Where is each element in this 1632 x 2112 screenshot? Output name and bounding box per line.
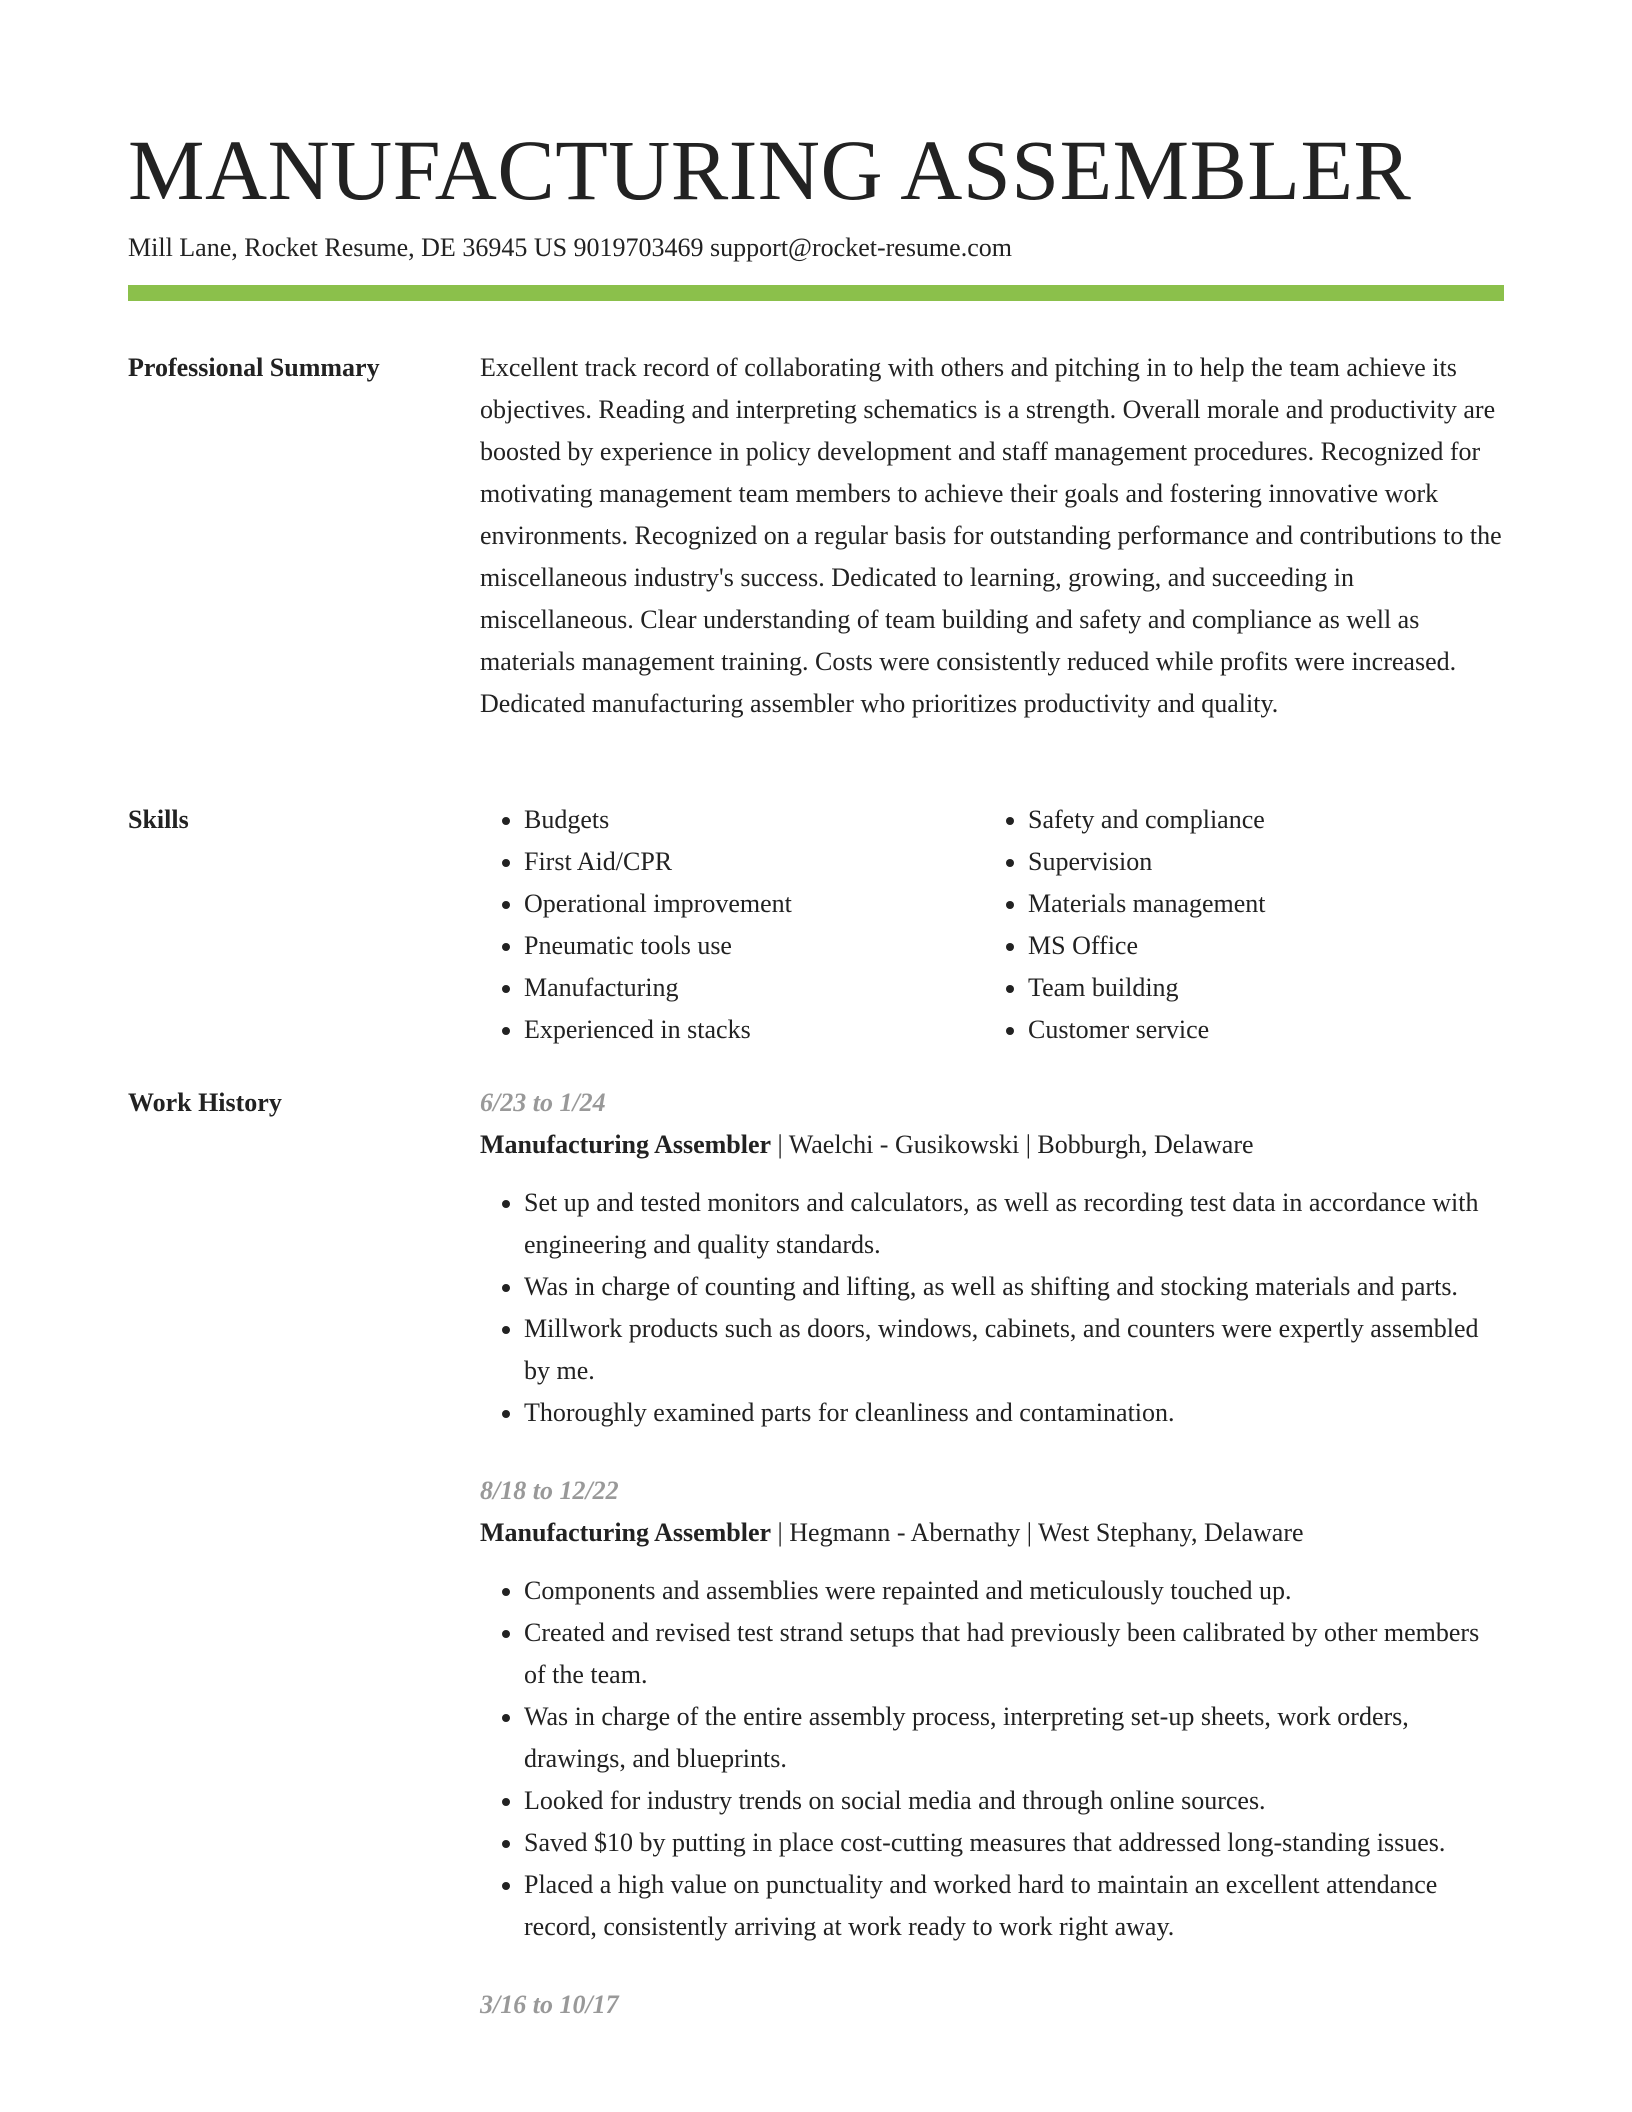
skill-item: • First Aid/CPR [524, 841, 984, 883]
skill-item: • Operational improvement [524, 883, 984, 925]
summary-label: Professional Summary [128, 353, 380, 382]
job-bullet: • Set up and tested monitors and calculators, as well as recording test data in accordance with engineering and quality standards. [524, 1182, 1504, 1266]
job-bullet: • Thoroughly examined parts for cleanliness and contamination. [524, 1392, 1504, 1434]
skill-item: • Budgets [524, 799, 984, 841]
job-bullets [480, 1182, 1504, 1434]
job-entry [480, 1984, 1504, 2026]
job-bullet: • Placed a high value on punctuality and worked hard to maintain an excellent attendance record, consistently arriving at work ready to work right away. [524, 1864, 1504, 1948]
job-title: Manufacturing Assembler [480, 1518, 772, 1547]
skills-list-right [984, 799, 1488, 1051]
skill-item: • Pneumatic tools use [524, 925, 984, 967]
skill-item: • Supervision [1028, 841, 1488, 883]
job-details: | Waelchi - Gusikowski | Bobburgh, Delaware [771, 1130, 1254, 1159]
skill-item: • Experienced in stacks [524, 1009, 984, 1051]
skills-columns [480, 799, 1504, 1051]
job-bullet: • Millwork products such as doors, windows, cabinets, and counters were expertly assembled by me. [524, 1308, 1504, 1392]
job-bullet: • Was in charge of counting and lifting, as well as shifting and stocking materials and parts. [524, 1266, 1504, 1308]
job-bullet: • Saved $10 by putting in place cost-cutting measures that addressed long-standing issues. [524, 1822, 1504, 1864]
skill-item: • Team building [1028, 967, 1488, 1009]
skill-item: • Customer service [1028, 1009, 1488, 1051]
job-heading [480, 1512, 1504, 1554]
job-title: Manufacturing Assembler [480, 1130, 772, 1159]
job-dates: 8/18 to 12/22 [480, 1476, 619, 1505]
skill-item: • MS Office [1028, 925, 1488, 967]
skills-body [480, 799, 1504, 1051]
summary-body [480, 347, 1504, 725]
job-entry [480, 1470, 1504, 1948]
summary-section [128, 347, 1504, 767]
job-dates: 6/23 to 1/24 [480, 1088, 606, 1117]
job-bullet: • Was in charge of the entire assembly process, interpreting set-up sheets, work orders, drawings, and blueprints. [524, 1696, 1504, 1780]
resume-title: MANUFACTURING ASSEMBLER [128, 122, 1412, 218]
summary-text: Excellent track record of collaborating with others and pitching in to help the team achieve its objectives. Reading and interpreting schematics is a strength. Overall morale and productivity are boosted by experience in policy development and staff management procedures. Recognized for motivating management team members to achieve their goals and fostering innovative work environments. Recognized on a regular basis for outstanding performance and contributions to the miscellaneous industry's success. Dedicated to learning, growing, and succeeding in miscellaneous. Clear understanding of team building and safety and compliance as well as materials management training. Costs were consistently reduced while profits were increased. Dedicated manufacturing assembler who prioritizes productivity and quality. [480, 353, 1502, 718]
work-history-label: Work History [128, 1088, 282, 1117]
skills-label: Skills [128, 805, 189, 834]
work-history-section [128, 1082, 1504, 2112]
skills-list-left [480, 799, 984, 1051]
skills-section [128, 799, 1504, 1059]
skill-item: • Manufacturing [524, 967, 984, 1009]
contact-line: Mill Lane, Rocket Resume, DE 36945 US 9019703469 support@rocket-resume.com [128, 233, 1012, 262]
accent-divider [128, 285, 1504, 301]
work-history-body [480, 1082, 1504, 2062]
job-entry [480, 1082, 1504, 1434]
skill-item: • Materials management [1028, 883, 1488, 925]
job-bullet: • Created and revised test strand setups that had previously been calibrated by other members of the team. [524, 1612, 1504, 1696]
job-dates: 3/16 to 10/17 [480, 1990, 619, 2019]
job-bullet: • Components and assemblies were repainted and meticulously touched up. [524, 1570, 1504, 1612]
job-bullet: • Looked for industry trends on social media and through online sources. [524, 1780, 1504, 1822]
job-bullets [480, 1570, 1504, 1948]
skill-item: • Safety and compliance [1028, 799, 1488, 841]
job-heading [480, 1124, 1504, 1166]
job-details: | Hegmann - Abernathy | West Stephany, Delaware [771, 1518, 1304, 1547]
